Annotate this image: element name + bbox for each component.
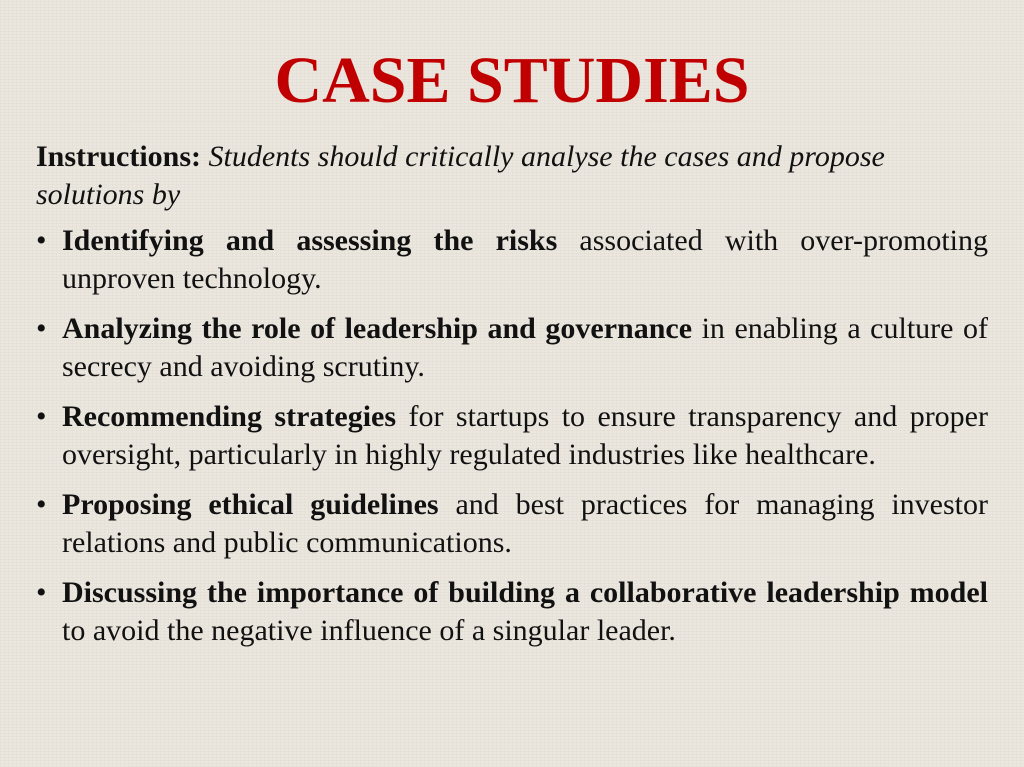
bullet-bold-text: Recommending strategies [62, 400, 397, 433]
bullet-bold-text: Identifying and assessing the risks [62, 224, 558, 257]
bullet-marker: • [36, 312, 47, 345]
bullet-list [36, 222, 988, 650]
bullet-marker: • [36, 224, 47, 257]
bullet-item [36, 310, 988, 386]
bullet-bold-text: Proposing ethical guidelines [62, 488, 439, 521]
bullet-item [36, 222, 988, 298]
bullet-item [36, 574, 988, 650]
bullet-bold-text: Analyzing the role of leadership and governance [62, 312, 693, 345]
bullet-marker: • [36, 488, 47, 521]
slide-content [36, 138, 988, 662]
instructions-paragraph [36, 138, 988, 214]
bullet-marker: • [36, 576, 47, 609]
bullet-text: and best practices for managing investor relations and public communications. [62, 488, 988, 559]
bullet-item [36, 398, 988, 474]
bullet-text: for startups to ensure transparency and proper oversight, particularly in highly regulated industries like healthcare. [62, 400, 988, 471]
bullet-text: to avoid the negative influence of a singular leader. [62, 614, 676, 647]
bullet-bold-text: Discussing the importance of building a collaborative leadership model [62, 576, 988, 609]
bullet-marker: • [36, 400, 47, 433]
instructions-label: Instructions: [36, 140, 202, 173]
bullet-text: in enabling a culture of secrecy and avoiding scrutiny. [62, 312, 988, 383]
bullet-text: associated with over-promoting unproven technology. [62, 224, 988, 295]
instructions-text: Students should critically analyse the cases and propose solutions by [36, 140, 885, 211]
bullet-item [36, 486, 988, 562]
slide-title: CASE STUDIES [274, 44, 750, 117]
